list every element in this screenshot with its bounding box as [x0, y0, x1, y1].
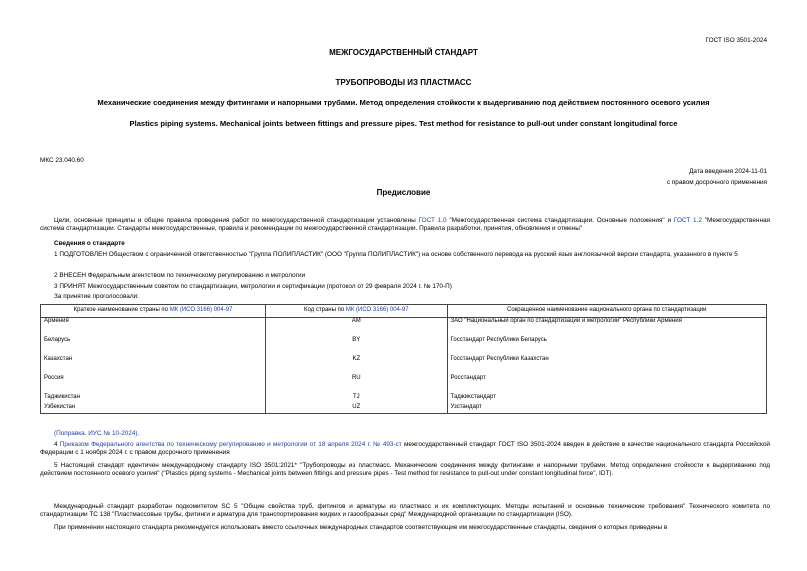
- application-paragraph: При применении настоящего стандарта рекомендуется использовать вместо ссылочных международных стандартов соответствующие им межгосударственные стандарты, сведения о которых приведены в: [54, 524, 668, 531]
- country-cell: Узбекистан: [41, 404, 266, 414]
- item-4-text: межгосударственный стандарт ГОСТ ISO 3501-2024 введен в действие в качестве национального стандарта Российской Федерации с 1 ноября 2024 г. с правом досрочного применения: [40, 441, 770, 456]
- amendment-text: (Поправка. ИУС № 10-2024).: [54, 430, 140, 437]
- foreword-title: Предисловие: [376, 188, 431, 197]
- country-cell: Таджикистан: [41, 394, 266, 404]
- table-row: [41, 375, 767, 394]
- info-heading: Сведения о стандарте: [54, 240, 125, 247]
- gost-1-2-link[interactable]: ГОСТ 1.2: [673, 217, 702, 224]
- organ-cell: Таджикстандарт: [447, 394, 766, 404]
- organ-cell: Госстандарт Республики Казахстан: [447, 356, 766, 375]
- info-item-3: 3 ПРИНЯТ Межгосударственным советом по стандартизации, метрологии и сертификации (протокол от 29 февраля 2024 г. № 170-П): [54, 283, 452, 290]
- agreement-table: [40, 304, 767, 414]
- code-cell: BY: [266, 337, 448, 356]
- info-item-1: 1 ПОДГОТОВЛЕН Обществом с ограниченной ответственностью "Группа ПОЛИПЛАСТИК" (ООО "Группа ПОЛИПЛАСТИК") на основе собственного перевода на русский язык англоязычной версии стандарта, указанного в пункте 5: [54, 251, 738, 258]
- organ-cell: ЗАО "Национальный орган по стандартизации и метрологии" Республики Армения: [447, 318, 766, 337]
- table-row: [41, 404, 767, 414]
- item-5-paragraph: 5 Настоящий стандарт идентичен международному стандарту ISO 3501:2021* "Трубопроводы из пластмасс. Механические соединения между фитингами и напорными трубами. Метод определения стойкости к выдергиванию под действием постоянного осевого усилия" ("Plastics piping systems - Mechanical joints between fittings and pressure pipes - Test method for resistance to pull-out under constant longitudinal force", IDT).: [40, 462, 770, 477]
- subtitle-russian: Механические соединения между фитингами и напорными трубами. Метод определения стойкости к выдергиванию под действием постоянного осевого усилия: [97, 98, 710, 107]
- table-row: [41, 337, 767, 356]
- mk-iso-link[interactable]: МК (ИСО 3166) 004-97: [169, 307, 233, 314]
- code-cell: TJ: [266, 394, 448, 404]
- organ-cell: Узстандарт: [447, 404, 766, 414]
- subtitle-english: Plastics piping systems. Mechanical joints between fittings and pressure pipes. Test method for resistance to pull-out under constant longitudinal force: [129, 119, 678, 128]
- code-cell: KZ: [266, 356, 448, 375]
- early-application-note: с правом досрочного применения: [666, 179, 767, 186]
- header-code: [266, 305, 448, 318]
- code-cell: UZ: [266, 404, 448, 414]
- standard-header: МЕЖГОСУДАРСТВЕННЫЙ СТАНДАРТ: [329, 48, 478, 57]
- intl-standard-paragraph: Международный стандарт разработан подкомитетом SC 5 "Общие свойства труб, фитингов и арматуры из пластмасс и их комплектующих. Методы испытаний и основные технические требования" Технического комитета по стандартизации ТС 138 "Пластмассовые трубы, фитинги и арматура для транспортирования жидких и газообразных сред" Международной организации по стандартизации (ISO).: [40, 503, 770, 518]
- voted-label: За принятие проголосовали:: [54, 293, 139, 300]
- country-cell: Армения: [41, 318, 266, 337]
- intro-text: "Межгосударственная система стандартизации. Стандарты межгосударственные, правила и рекомендации по межгосударственной стандартизации. Правила разработки, принятия, обновления и отмены": [40, 217, 770, 232]
- organ-cell: Росстандарт: [447, 375, 766, 394]
- country-cell: Россия: [41, 375, 266, 394]
- mks-code: МКС 23.040.60: [40, 157, 84, 164]
- table-row: [41, 394, 767, 404]
- table-row: [41, 356, 767, 375]
- intro-paragraph: [40, 217, 770, 233]
- order-link[interactable]: Приказом Федерального агентства по техническому регулированию и метрологии от 18 апреля 2024 г. № 493-ст: [59, 441, 402, 448]
- amendment-note: [54, 430, 139, 438]
- country-cell: Беларусь: [41, 337, 266, 356]
- document-code: ГОСТ ISO 3501-2024: [705, 37, 767, 44]
- header-country: [41, 305, 266, 318]
- table-row: [41, 318, 767, 337]
- header-country-text: Краткое наименование страны по: [73, 307, 170, 314]
- code-cell: RU: [266, 375, 448, 394]
- code-cell: AM: [266, 318, 448, 337]
- gost-1-0-link[interactable]: ГОСТ 1.0: [418, 217, 447, 224]
- document-title: ТРУБОПРОВОДЫ ИЗ ПЛАСТМАСС: [335, 78, 472, 87]
- item-4-number: 4: [54, 441, 60, 448]
- intro-text: Цели, основные принципы и общие правила проведения работ по межгосударственной стандартизации установлены: [54, 217, 419, 224]
- mk-iso-link[interactable]: МК (ИСО 3166) 004-97: [345, 307, 409, 314]
- table-header-row: [41, 305, 767, 318]
- header-organ: Сокращенное наименование национального органа по стандартизации: [447, 305, 766, 318]
- country-cell: Казахстан: [41, 356, 266, 375]
- item-4-paragraph: [40, 441, 770, 457]
- organ-cell: Госстандарт Республики Беларусь: [447, 337, 766, 356]
- info-item-2: 2 ВНЕСЕН Федеральным агентством по техническому регулированию и метрологии: [54, 272, 306, 279]
- header-code-text: Код страны по: [304, 307, 346, 314]
- intro-text: "Межгосударственная система стандартизации. Основные положения" и: [446, 217, 674, 224]
- date-introduction: Дата введения 2024-11-01: [689, 168, 767, 175]
